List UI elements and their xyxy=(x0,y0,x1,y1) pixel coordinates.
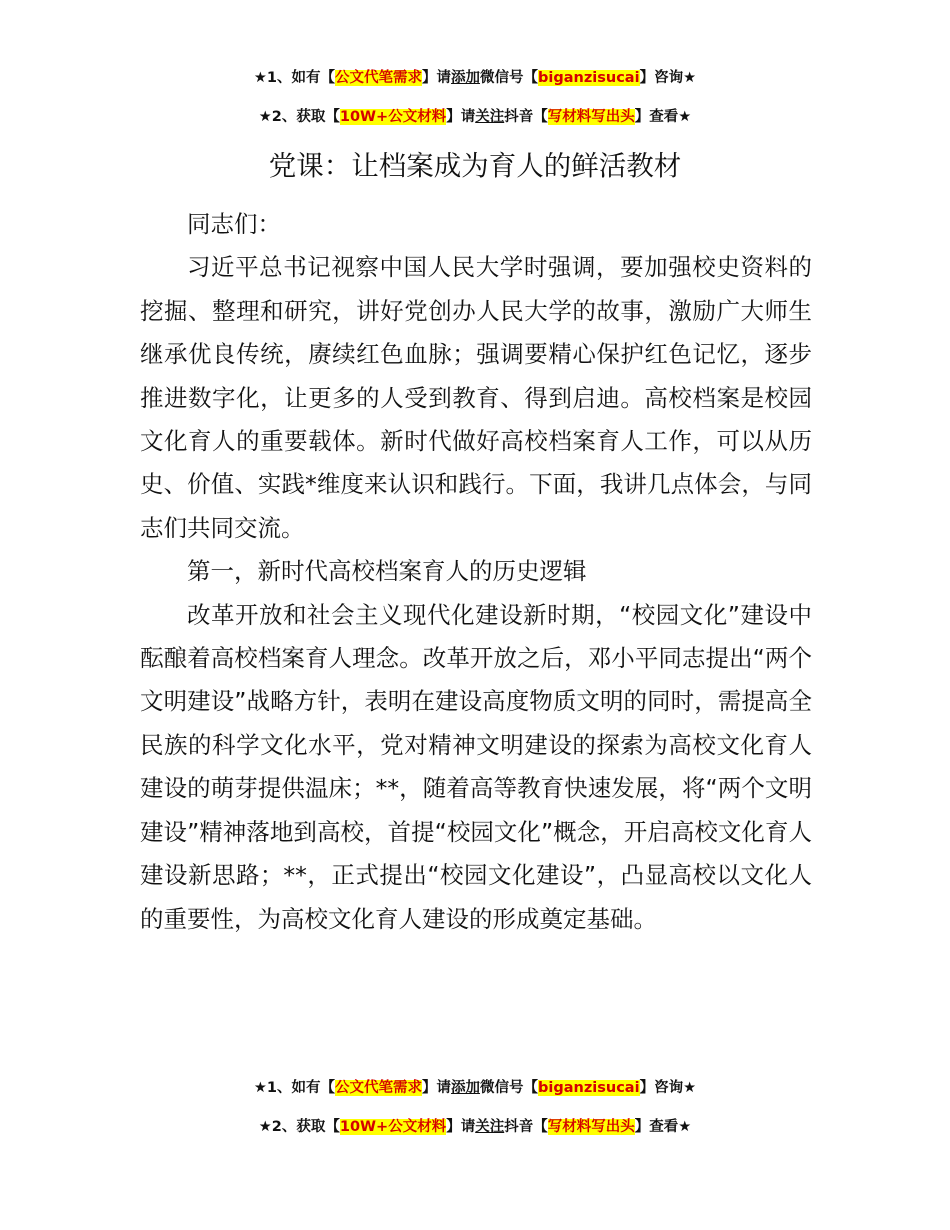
promo-highlight: 写材料写出头 xyxy=(547,109,635,125)
promo-prefix: ★1、如有【 xyxy=(253,1080,336,1096)
promo-bottom-line-1 xyxy=(0,1078,950,1098)
promo-emphasis: 添加 xyxy=(451,1080,481,1096)
promo-text: 微信号【 xyxy=(480,70,539,86)
promo-emphasis: 添加 xyxy=(451,70,481,86)
promo-suffix: 】查看★ xyxy=(634,109,692,125)
promo-highlight: biganzisucai xyxy=(538,1080,640,1096)
promo-suffix: 】查看★ xyxy=(634,1119,692,1135)
promo-highlight: 10W+公文材料 xyxy=(339,1119,447,1135)
promo-bottom-line-2 xyxy=(0,1117,950,1137)
promo-text: 】请 xyxy=(422,1080,452,1096)
promo-text: 抖音【 xyxy=(504,1119,548,1135)
promo-suffix: 】咨询★ xyxy=(639,1080,697,1096)
paragraph: 习近平总书记视察中国人民大学时强调，要加强校史资料的挖掘、整理和研究，讲好党创办人民大学的故事，激励广大师生继承优良传统，赓续红色血脉；强调要精心保护红色记忆，逐步推进数字化，让更多的人受到教育、得到启迪。高校档案是校园文化育人的重要载体。新时代做好高校档案育人工作，可以从历史、价值、实践*维度来认识和践行。下面，我讲几点体会，与同志们共同交流。 xyxy=(140,253,812,542)
page-title: 党课：让档案成为育人的鲜活教材 xyxy=(268,150,682,182)
promo-emphasis: 关注 xyxy=(475,109,505,125)
promo-top-line-1 xyxy=(0,68,950,88)
promo-highlight: 10W+公文材料 xyxy=(339,109,447,125)
promo-prefix: ★2、获取【 xyxy=(258,1119,340,1135)
salutation: 同志们： xyxy=(187,210,281,238)
document-body xyxy=(140,203,812,941)
promo-text: 】请 xyxy=(446,109,476,125)
promo-highlight: biganzisucai xyxy=(538,70,640,86)
promo-text: 微信号【 xyxy=(480,1080,539,1096)
promo-top-line-2 xyxy=(0,107,950,127)
promo-highlight: 写材料写出头 xyxy=(547,1119,635,1135)
promo-prefix: ★2、获取【 xyxy=(258,109,340,125)
promo-text: 】请 xyxy=(422,70,452,86)
promo-text: 抖音【 xyxy=(504,109,548,125)
promo-suffix: 】咨询★ xyxy=(639,70,697,86)
promo-text: 】请 xyxy=(446,1119,476,1135)
promo-highlight: 公文代笔需求 xyxy=(335,1080,423,1096)
promo-highlight: 公文代笔需求 xyxy=(335,70,423,86)
section-heading: 第一，新时代高校档案育人的历史逻辑 xyxy=(187,557,587,586)
promo-emphasis: 关注 xyxy=(475,1119,505,1135)
paragraph: 改革开放和社会主义现代化建设新时期，“校园文化”建设中酝酿着高校档案育人理念。改革开放之后，邓小平同志提出“两个文明建设”战略方针，表明在建设高度物质文明的同时，需提高全民族的科学文化水平，党对精神文明建设的探索为高校文化育人建设的萌芽提供温床；**，随着高等教育快速发展，将“两个文明建设”精神落地到高校，首提“校园文化”概念，开启高校文化育人建设新思路；**，正式提出“校园文化建设”，凸显高校以文化人的重要性，为高校文化育人建设的形成奠定基础。 xyxy=(140,600,812,933)
promo-prefix: ★1、如有【 xyxy=(253,70,336,86)
